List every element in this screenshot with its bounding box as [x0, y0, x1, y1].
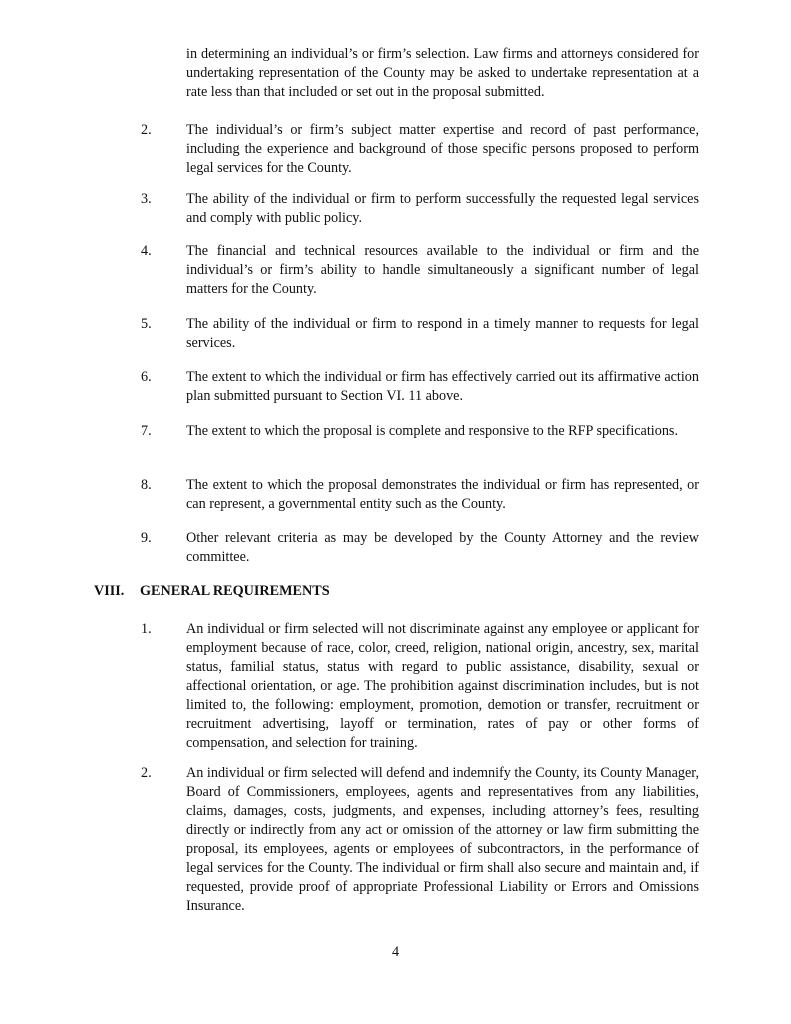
- section-title: GENERAL REQUIREMENTS: [140, 583, 330, 599]
- criteria-text: The extent to which the proposal is complete and responsive to the RFP specifications.: [186, 423, 678, 439]
- criteria-number: 8.: [141, 477, 152, 493]
- page-number: 4: [391, 944, 400, 960]
- intro-continuation-paragraph: in determining an individual’s or firm’s selection. Law firms and attorneys considered for undertaking representation of the County may be asked to undertake representation at a rate less than that included or set out in the proposal submitted.: [186, 46, 699, 100]
- requirement-text: An individual or firm selected will not discriminate against any employee or applicant for employment because of race, color, creed, religion, national origin, ancestry, sex, marital status, familial status, status with regard to public assistance, disability, sexual or affectional orientation, or age. The prohibition against discrimination includes, but is not limited to, the following: employment, promotion, demotion or transfer, recruitment or recruitment advertising, layoff or termination, rates of pay or other forms of compensation, and selection for training.: [186, 621, 699, 751]
- criteria-text: The ability of the individual or firm to perform successfully the requested legal services and comply with public policy.: [186, 191, 699, 226]
- criteria-number: 6.: [141, 369, 152, 385]
- criteria-text: The financial and technical resources available to the individual or firm and the individual’s or firm’s ability to handle simultaneously a significant number of legal matters for the County.: [186, 243, 699, 297]
- criteria-number: 7.: [141, 423, 152, 439]
- criteria-text: The ability of the individual or firm to respond in a timely manner to requests for legal services.: [186, 316, 699, 351]
- criteria-text: The individual’s or firm’s subject matter expertise and record of past performance, including the experience and background of those specific persons proposed to perform legal services for the County.: [186, 122, 699, 176]
- criteria-number: 5.: [141, 316, 152, 332]
- requirement-number: 1.: [141, 621, 152, 637]
- requirement-text: An individual or firm selected will defend and indemnify the County, its County Manager, Board of Commissioners, employees, agents and representatives from any liabilities, claims, damages, costs, judgments, and expenses, including attorney’s fees, resulting directly or indirectly from any act or omission of the attorney or law firm submitting the proposal, its employees, agents or employees of subcontractors, in the performance of legal services for the County. The individual or firm shall also secure and maintain and, if requested, provide proof of appropriate Professional Liability or Errors and Omissions Insurance.: [186, 765, 699, 914]
- requirement-number: 2.: [141, 765, 152, 781]
- section-heading: [94, 582, 330, 601]
- criteria-text: The extent to which the individual or firm has effectively carried out its affirmative action plan submitted pursuant to Section VI. 11 above.: [186, 369, 699, 404]
- criteria-text: Other relevant criteria as may be developed by the County Attorney and the review committee.: [186, 530, 699, 565]
- criteria-text: The extent to which the proposal demonstrates the individual or firm has represented, or can represent, a governmental entity such as the County.: [186, 477, 699, 512]
- criteria-number: 3.: [141, 191, 152, 207]
- criteria-number: 9.: [141, 530, 152, 546]
- criteria-number: 2.: [141, 122, 152, 138]
- criteria-number: 4.: [141, 243, 152, 259]
- section-roman-numeral: VIII.: [94, 583, 125, 599]
